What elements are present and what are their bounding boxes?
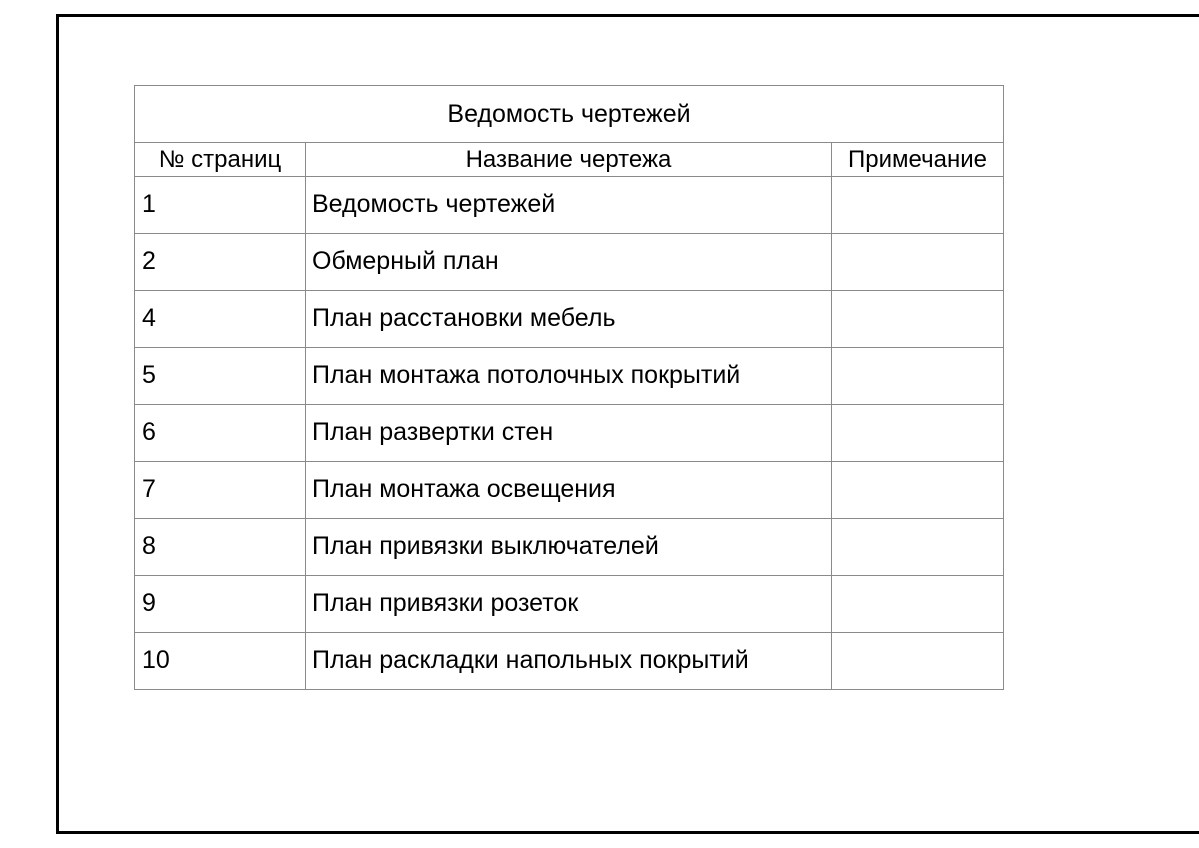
- drawing-name-cell: План развертки стен: [306, 405, 832, 462]
- table-row: [135, 405, 1004, 462]
- note-cell: [832, 348, 1004, 405]
- table-row: [135, 348, 1004, 405]
- drawing-list-table: [134, 85, 1004, 690]
- page-number-cell: 2: [135, 234, 306, 291]
- note-cell: [832, 576, 1004, 633]
- note-cell: [832, 177, 1004, 234]
- drawing-name-cell: План привязки розеток: [306, 576, 832, 633]
- note-cell: [832, 405, 1004, 462]
- drawing-name-cell: Ведомость чертежей: [306, 177, 832, 234]
- table-row: [135, 633, 1004, 690]
- column-header-page: № страниц: [135, 143, 306, 177]
- note-cell: [832, 633, 1004, 690]
- drawing-name-cell: План расстановки мебель: [306, 291, 832, 348]
- table-row: [135, 291, 1004, 348]
- table-row: [135, 462, 1004, 519]
- note-cell: [832, 519, 1004, 576]
- table-row: [135, 576, 1004, 633]
- drawing-name-cell: План раскладки напольных покрытий: [306, 633, 832, 690]
- page-number-cell: 8: [135, 519, 306, 576]
- table-title: Ведомость чертежей: [135, 86, 1004, 143]
- table-row: [135, 519, 1004, 576]
- note-cell: [832, 291, 1004, 348]
- note-cell: [832, 234, 1004, 291]
- page-number-cell: 1: [135, 177, 306, 234]
- page-number-cell: 10: [135, 633, 306, 690]
- drawing-name-cell: План монтажа освещения: [306, 462, 832, 519]
- column-header-name: Название чертежа: [306, 143, 832, 177]
- drawing-name-cell: Обмерный план: [306, 234, 832, 291]
- table-row: [135, 177, 1004, 234]
- page-number-cell: 7: [135, 462, 306, 519]
- column-header-note: Примечание: [832, 143, 1004, 177]
- drawing-name-cell: План привязки выключателей: [306, 519, 832, 576]
- note-cell: [832, 462, 1004, 519]
- table-row: [135, 234, 1004, 291]
- drawing-name-cell: План монтажа потолочных покрытий: [306, 348, 832, 405]
- page-number-cell: 6: [135, 405, 306, 462]
- page-number-cell: 4: [135, 291, 306, 348]
- header-row: [135, 143, 1004, 177]
- page-number-cell: 5: [135, 348, 306, 405]
- page-number-cell: 9: [135, 576, 306, 633]
- title-row: [135, 86, 1004, 143]
